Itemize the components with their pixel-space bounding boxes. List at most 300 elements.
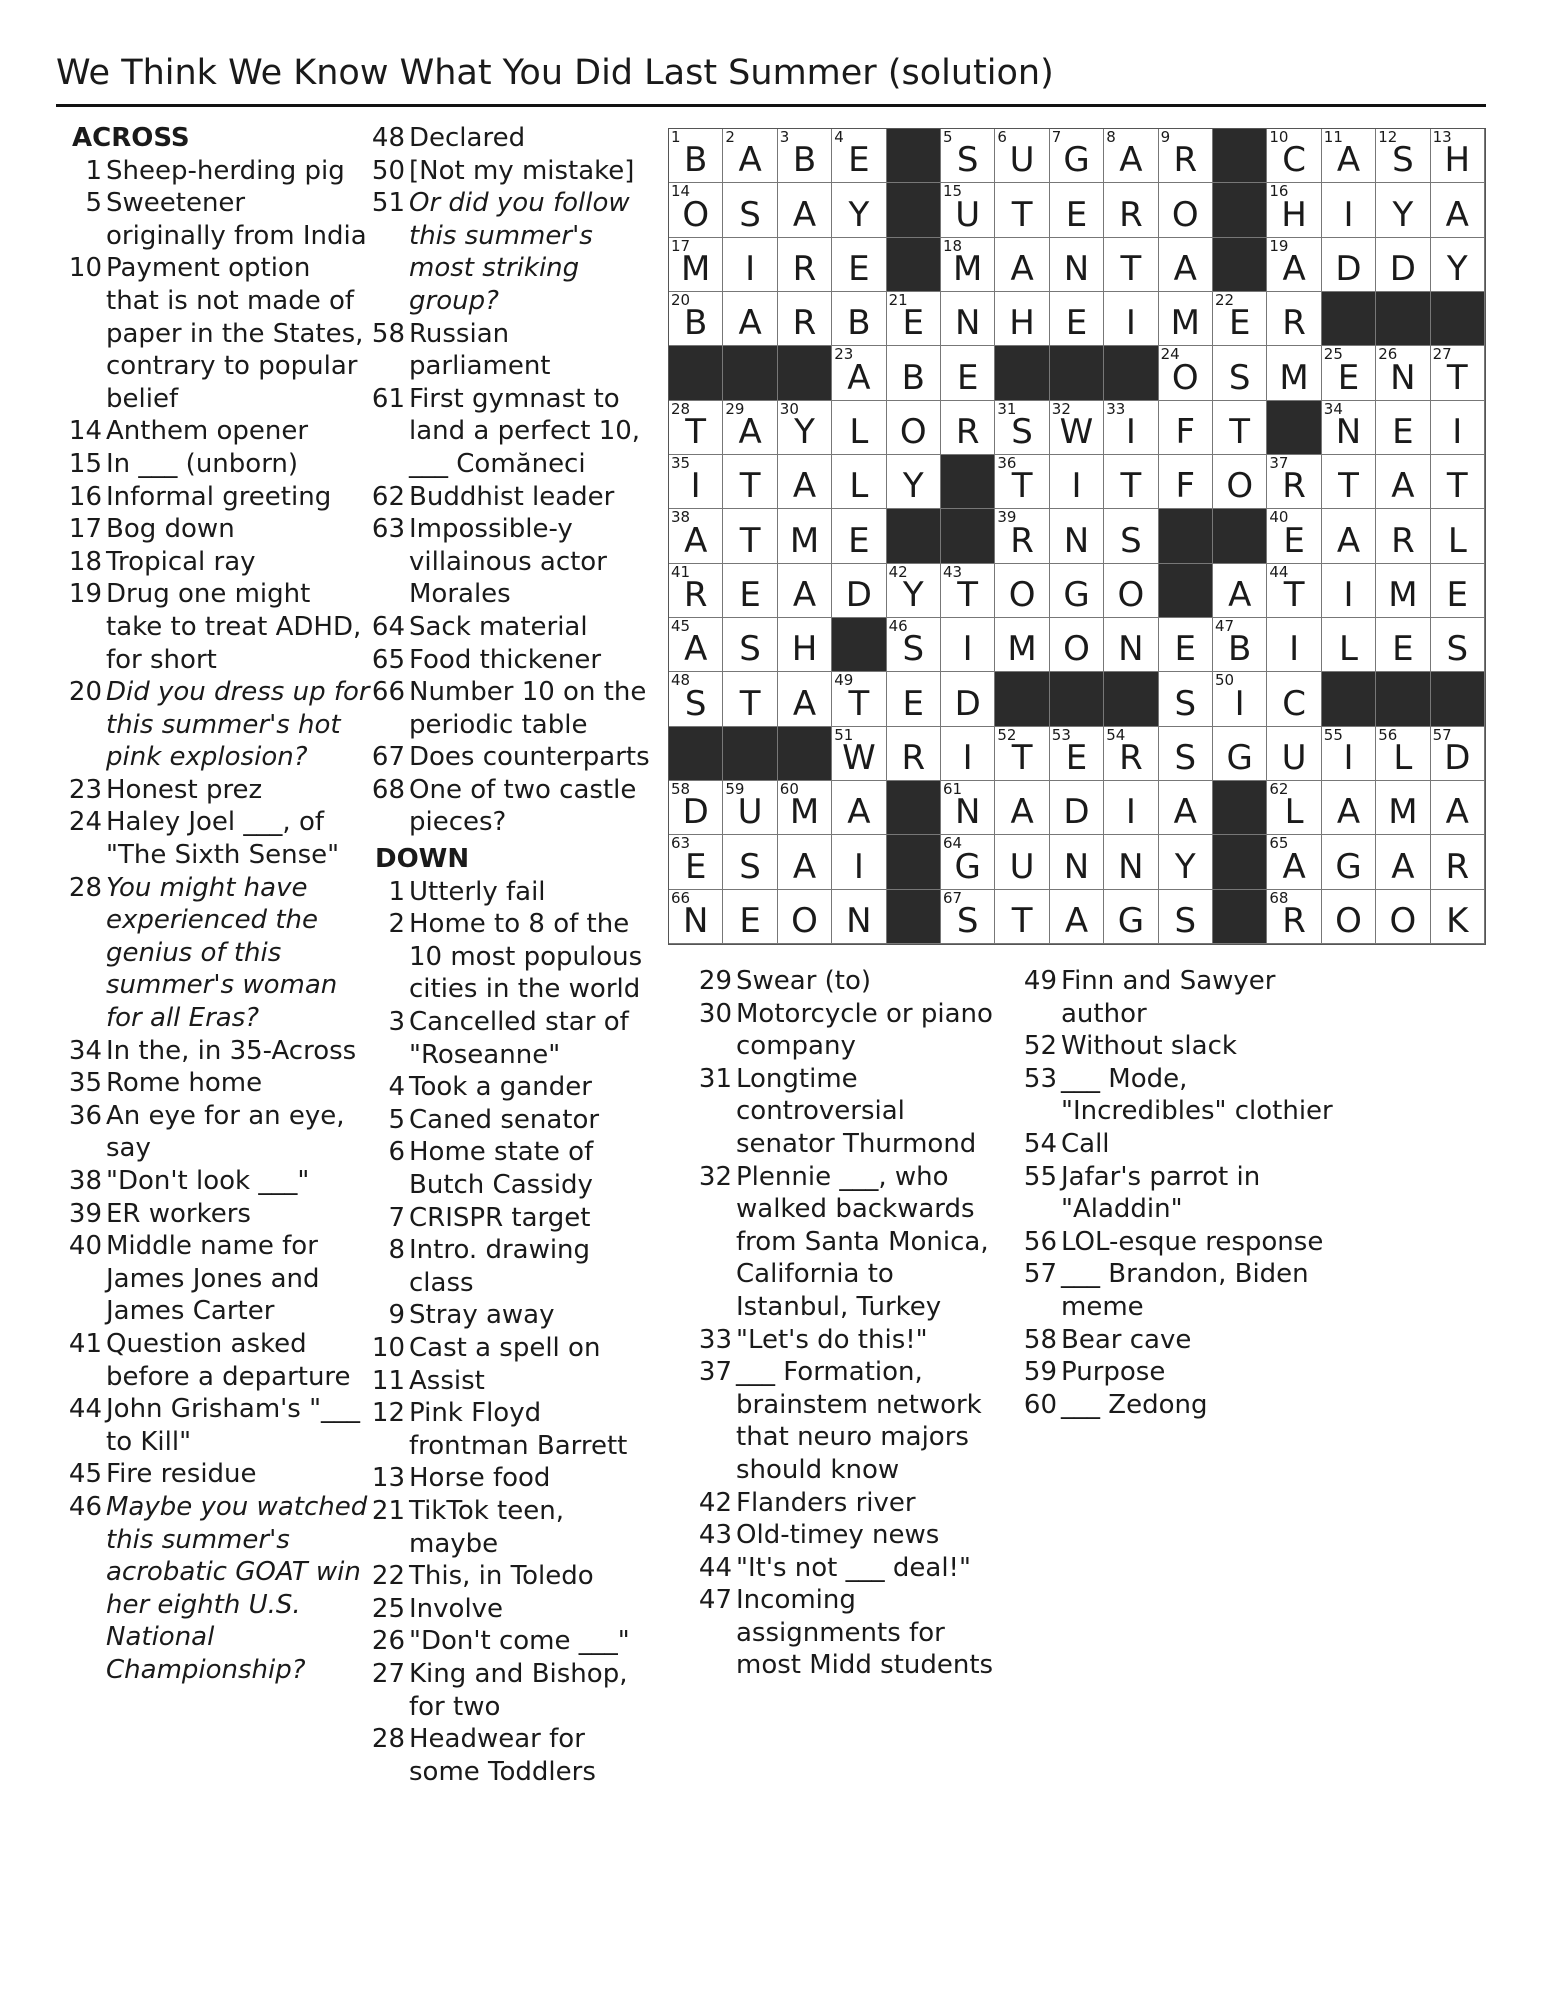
black-square	[1213, 238, 1267, 292]
grid-cell[interactable]	[832, 781, 886, 835]
grid-cell[interactable]	[1322, 346, 1376, 400]
clue-list	[363, 122, 653, 839]
page-title: We Think We Know What You Did Last Summer (solution)	[56, 53, 1054, 93]
cell-letter: D	[1063, 792, 1090, 833]
clue-text: Bear cave	[1061, 1324, 1192, 1355]
grid-cell[interactable]	[1159, 238, 1213, 292]
grid-cell[interactable]	[1050, 238, 1104, 292]
grid-cell[interactable]	[1322, 564, 1376, 618]
grid-cell[interactable]	[778, 129, 832, 183]
grid-cell[interactable]	[1213, 672, 1267, 726]
grid-cell[interactable]	[1104, 455, 1158, 509]
grid-cell[interactable]	[1376, 564, 1430, 618]
grid-cell[interactable]	[1376, 835, 1430, 889]
clue-text: Assist	[409, 1365, 485, 1396]
cell-number: 66	[671, 888, 691, 907]
grid-cell[interactable]	[1376, 346, 1430, 400]
grid-cell[interactable]	[669, 672, 723, 726]
clue-text: CRISPR target	[409, 1202, 591, 1233]
cell-letter: O	[1008, 574, 1036, 615]
grid-cell[interactable]	[1050, 129, 1104, 183]
clue-text: Pink Floyd frontman Barrett	[409, 1398, 628, 1461]
grid-cell[interactable]	[1431, 509, 1485, 563]
cell-letter: S	[739, 846, 761, 887]
grid-cell[interactable]	[1104, 238, 1158, 292]
grid-cell[interactable]	[778, 183, 832, 237]
grid-cell[interactable]	[1213, 564, 1267, 618]
grid-cell[interactable]	[995, 618, 1049, 672]
clue-number: 36	[68, 1100, 102, 1131]
grid-cell[interactable]	[1104, 781, 1158, 835]
cell-number: 1	[671, 128, 681, 146]
grid-cell[interactable]	[723, 238, 777, 292]
grid-cell[interactable]	[995, 238, 1049, 292]
grid-cell[interactable]	[1322, 618, 1376, 672]
grid-cell[interactable]	[941, 835, 995, 889]
cell-number: 32	[1051, 399, 1071, 418]
grid-cell[interactable]	[1322, 727, 1376, 781]
grid-cell[interactable]	[1159, 781, 1213, 835]
cell-letter: R	[792, 303, 817, 344]
grid-cell[interactable]	[1104, 835, 1158, 889]
cell-number: 36	[997, 453, 1017, 472]
grid-cell[interactable]	[941, 129, 995, 183]
grid-cell[interactable]	[1159, 346, 1213, 400]
grid-cell[interactable]	[1050, 455, 1104, 509]
grid-cell[interactable]	[778, 455, 832, 509]
clue-text: John Grisham's "___ to Kill"	[106, 1394, 361, 1457]
grid-cell[interactable]	[995, 781, 1049, 835]
grid-cell[interactable]	[995, 455, 1049, 509]
grid-cell[interactable]	[1431, 129, 1485, 183]
clue-number: 34	[68, 1035, 102, 1066]
grid-cell[interactable]	[1322, 129, 1376, 183]
grid-cell[interactable]	[1213, 727, 1267, 781]
cell-number: 50	[1215, 671, 1235, 690]
grid-cell[interactable]	[1050, 509, 1104, 563]
clue-text: ___ Formation, brainstem network that neuro majors should know	[736, 1357, 982, 1485]
grid-cell[interactable]	[669, 292, 723, 346]
cell-letter: H	[791, 629, 818, 670]
grid-cell[interactable]	[832, 727, 886, 781]
grid-cell[interactable]	[1050, 292, 1104, 346]
grid-cell[interactable]	[1104, 509, 1158, 563]
grid-cell[interactable]	[995, 129, 1049, 183]
clue-number: 5	[85, 188, 102, 219]
grid-cell[interactable]	[1213, 346, 1267, 400]
grid-cell[interactable]	[1050, 727, 1104, 781]
grid-cell[interactable]	[723, 401, 777, 455]
grid-cell[interactable]	[1376, 618, 1430, 672]
grid-cell[interactable]	[832, 672, 886, 726]
clue-col1-28	[60, 872, 370, 1035]
grid-cell[interactable]	[723, 509, 777, 563]
grid-cell[interactable]	[669, 890, 723, 944]
clue-text: Caned senator	[409, 1104, 600, 1135]
grid-cell[interactable]	[778, 890, 832, 944]
cell-letter: H	[1281, 194, 1307, 235]
clue-text: ER workers	[106, 1198, 251, 1229]
grid-cell[interactable]	[1267, 455, 1321, 509]
cell-number: 42	[888, 562, 908, 581]
grid-cell[interactable]	[669, 564, 723, 618]
grid-cell[interactable]	[1376, 183, 1430, 237]
grid-cell[interactable]	[1322, 401, 1376, 455]
grid-cell[interactable]	[1104, 890, 1158, 944]
grid-cell[interactable]	[887, 401, 941, 455]
cell-number: 44	[1269, 562, 1289, 581]
grid-cell[interactable]	[1159, 890, 1213, 944]
clue-number: 17	[68, 514, 102, 545]
grid-cell[interactable]	[723, 292, 777, 346]
grid-cell[interactable]	[941, 183, 995, 237]
grid-cell[interactable]	[887, 727, 941, 781]
cell-letter: D	[1389, 248, 1416, 289]
grid-cell[interactable]	[1050, 401, 1104, 455]
grid-cell[interactable]	[778, 401, 832, 455]
cell-letter: N	[1118, 629, 1144, 670]
grid-cell[interactable]	[723, 672, 777, 726]
clue-text: Jafar's parrot in "Aladdin"	[1061, 1161, 1261, 1225]
clue-column-1	[60, 122, 370, 1687]
cell-letter: B	[684, 140, 708, 181]
grid-cell[interactable]	[1104, 618, 1158, 672]
grid-cell[interactable]	[1267, 238, 1321, 292]
grid-cell[interactable]	[941, 292, 995, 346]
grid-cell[interactable]	[1322, 890, 1376, 944]
grid-cell[interactable]	[669, 618, 723, 672]
grid-cell[interactable]	[723, 455, 777, 509]
cell-number: 56	[1378, 725, 1398, 744]
grid-cell[interactable]	[1104, 727, 1158, 781]
cell-letter: W	[842, 737, 876, 778]
grid-cell[interactable]	[1050, 890, 1104, 944]
cell-letter: A	[1064, 900, 1089, 941]
clue-number: 45	[68, 1459, 102, 1490]
grid-cell[interactable]	[669, 183, 723, 237]
cell-letter: T	[685, 411, 707, 452]
grid-cell[interactable]	[723, 564, 777, 618]
grid-cell[interactable]	[1267, 509, 1321, 563]
grid-cell[interactable]	[1159, 401, 1213, 455]
clue-text: Motorcycle or piano company	[736, 998, 993, 1062]
grid-cell[interactable]	[1213, 401, 1267, 455]
clue-number: 64	[371, 611, 405, 642]
grid-cell[interactable]	[1159, 129, 1213, 183]
grid-cell[interactable]	[669, 238, 723, 292]
grid-cell[interactable]	[1104, 564, 1158, 618]
grid-cell[interactable]	[1213, 292, 1267, 346]
black-square	[832, 618, 886, 672]
cell-number: 53	[1051, 725, 1071, 744]
cell-number: 67	[943, 888, 963, 907]
grid-cell[interactable]	[1050, 564, 1104, 618]
grid-cell[interactable]	[941, 781, 995, 835]
grid-cell[interactable]	[832, 401, 886, 455]
grid-cell[interactable]	[995, 890, 1049, 944]
cell-number: 33	[1106, 399, 1126, 418]
grid-cell[interactable]	[669, 401, 723, 455]
grid-cell[interactable]	[778, 618, 832, 672]
grid-cell[interactable]	[778, 672, 832, 726]
grid-cell[interactable]	[941, 346, 995, 400]
clue-number: 67	[371, 742, 405, 773]
grid-cell[interactable]	[995, 401, 1049, 455]
clue-text: Honest prez	[106, 774, 263, 805]
grid-cell[interactable]	[669, 509, 723, 563]
grid-cell[interactable]	[1431, 890, 1485, 944]
grid-cell[interactable]	[723, 781, 777, 835]
grid-cell[interactable]	[1267, 890, 1321, 944]
grid-cell[interactable]	[778, 835, 832, 889]
grid-cell[interactable]	[941, 238, 995, 292]
cell-letter: R	[1173, 140, 1198, 181]
grid-cell[interactable]	[1050, 781, 1104, 835]
cell-letter: T	[739, 520, 761, 561]
grid-cell[interactable]	[1376, 781, 1430, 835]
cell-number: 35	[671, 453, 691, 472]
grid-cell[interactable]	[832, 346, 886, 400]
cell-number: 4	[834, 128, 844, 146]
grid-cell[interactable]	[778, 781, 832, 835]
black-square	[1267, 401, 1321, 455]
clue-text: Russian parliament	[409, 318, 551, 382]
grid-cell[interactable]	[1322, 183, 1376, 237]
grid-cell[interactable]	[832, 238, 886, 292]
grid-cell[interactable]	[1267, 781, 1321, 835]
clue-number: 35	[68, 1068, 102, 1099]
grid-cell[interactable]	[1322, 781, 1376, 835]
grid-cell[interactable]	[1050, 183, 1104, 237]
cell-letter: A	[738, 411, 762, 452]
grid-cell[interactable]	[1267, 618, 1321, 672]
grid-cell[interactable]	[1431, 564, 1485, 618]
grid-cell[interactable]	[887, 292, 941, 346]
cell-number: 17	[671, 236, 691, 255]
grid-cell[interactable]	[832, 509, 886, 563]
grid-cell[interactable]	[669, 835, 723, 889]
cell-letter: S	[1011, 411, 1033, 452]
grid-cell[interactable]	[832, 890, 886, 944]
grid-cell[interactable]	[1159, 292, 1213, 346]
grid-cell[interactable]	[669, 781, 723, 835]
grid-cell[interactable]	[1376, 238, 1430, 292]
grid-cell[interactable]	[1376, 509, 1430, 563]
grid-cell[interactable]	[1431, 835, 1485, 889]
clue-text: Does counterparts	[409, 742, 650, 773]
clue-text: Flanders river	[736, 1487, 916, 1518]
grid-cell[interactable]	[1376, 129, 1430, 183]
grid-cell[interactable]	[1267, 672, 1321, 726]
cell-number: 18	[943, 236, 963, 255]
grid-cell[interactable]	[1159, 455, 1213, 509]
cell-letter: Y	[902, 466, 924, 507]
cell-letter: I	[1289, 629, 1300, 670]
cell-letter: R	[1010, 520, 1034, 561]
grid-cell[interactable]	[995, 183, 1049, 237]
grid-cell[interactable]	[941, 890, 995, 944]
cell-letter: A	[1173, 792, 1197, 833]
grid-cell[interactable]	[1159, 183, 1213, 237]
grid-cell[interactable]	[1267, 292, 1321, 346]
clue-text: This, in Toledo	[409, 1561, 594, 1592]
grid-cell[interactable]	[941, 564, 995, 618]
grid-cell[interactable]	[995, 292, 1049, 346]
grid-cell[interactable]	[1431, 401, 1485, 455]
grid-cell[interactable]	[1376, 455, 1430, 509]
clue-number: 30	[698, 998, 732, 1029]
grid-cell[interactable]	[1267, 346, 1321, 400]
grid-cell[interactable]	[1050, 618, 1104, 672]
cell-letter: R	[901, 737, 926, 778]
cell-letter: M	[789, 520, 820, 561]
grid-cell[interactable]	[669, 455, 723, 509]
cell-letter: T	[1120, 248, 1142, 289]
grid-cell[interactable]	[723, 129, 777, 183]
cell-letter: A	[684, 520, 708, 561]
grid-cell[interactable]	[1267, 564, 1321, 618]
clue-number: 60	[1023, 1389, 1057, 1420]
cell-number: 63	[671, 834, 691, 853]
grid-cell[interactable]	[778, 509, 832, 563]
grid-cell[interactable]	[995, 509, 1049, 563]
grid-cell[interactable]	[995, 564, 1049, 618]
grid-cell[interactable]	[1322, 455, 1376, 509]
grid-cell[interactable]	[723, 890, 777, 944]
grid-cell[interactable]	[1431, 727, 1485, 781]
cell-letter: T	[1011, 194, 1033, 235]
grid-cell[interactable]	[1322, 509, 1376, 563]
grid-cell[interactable]	[1159, 835, 1213, 889]
grid-cell[interactable]	[832, 835, 886, 889]
grid-cell[interactable]	[887, 455, 941, 509]
grid-cell[interactable]	[941, 618, 995, 672]
grid-cell[interactable]	[723, 183, 777, 237]
grid-cell[interactable]	[1213, 618, 1267, 672]
clue-col3-32	[690, 1161, 1000, 1324]
clue-number: 39	[68, 1198, 102, 1229]
grid-cell[interactable]	[1104, 292, 1158, 346]
cell-number: 5	[943, 128, 953, 146]
cell-letter: L	[1284, 792, 1304, 833]
grid-cell[interactable]	[778, 238, 832, 292]
grid-cell[interactable]	[995, 727, 1049, 781]
clue-text: Horse food	[409, 1463, 551, 1494]
clue-col3-29	[690, 965, 1000, 998]
cell-letter: I	[745, 248, 756, 289]
clue-text: Intro. drawing class	[409, 1235, 591, 1298]
cell-letter: U	[1009, 140, 1035, 181]
grid-cell[interactable]	[1431, 781, 1485, 835]
clue-col1-40	[60, 1230, 370, 1328]
grid-cell[interactable]	[723, 618, 777, 672]
cell-letter: M	[681, 248, 711, 289]
cell-number: 58	[671, 779, 691, 798]
grid-cell[interactable]	[887, 564, 941, 618]
grid-cell[interactable]	[1376, 727, 1430, 781]
grid-cell[interactable]	[1104, 129, 1158, 183]
grid-cell[interactable]	[941, 401, 995, 455]
grid-cell[interactable]	[1431, 346, 1485, 400]
clue-number: 51	[371, 188, 405, 219]
grid-cell[interactable]	[887, 672, 941, 726]
grid-cell[interactable]	[941, 727, 995, 781]
clue-col2-across-51	[363, 187, 653, 317]
clue-col1-10	[60, 252, 370, 415]
cell-letter: B	[901, 357, 925, 398]
grid-cell[interactable]	[941, 672, 995, 726]
cell-letter: E	[739, 574, 761, 615]
cell-letter: A	[1228, 574, 1252, 615]
grid-cell[interactable]	[1267, 183, 1321, 237]
grid-cell[interactable]	[887, 618, 941, 672]
clue-column-2	[363, 122, 653, 1788]
clue-col2-across-48	[363, 122, 653, 155]
grid-cell[interactable]	[1322, 238, 1376, 292]
grid-cell[interactable]	[1104, 401, 1158, 455]
black-square	[1322, 672, 1376, 726]
grid-cell[interactable]	[1267, 129, 1321, 183]
grid-cell[interactable]	[1431, 238, 1485, 292]
clue-number: 42	[698, 1487, 732, 1518]
cell-letter: R	[1445, 846, 1470, 887]
cell-letter: Y	[794, 411, 815, 452]
cell-letter: C	[1282, 140, 1306, 181]
black-square	[1159, 564, 1213, 618]
cell-number: 11	[1323, 128, 1343, 146]
cell-letter: M	[1388, 574, 1418, 615]
grid-cell[interactable]	[1431, 455, 1485, 509]
clue-text: Sheep-herding pig	[106, 155, 345, 186]
grid-cell[interactable]	[1376, 890, 1430, 944]
grid-cell[interactable]	[832, 183, 886, 237]
grid-cell[interactable]	[1104, 183, 1158, 237]
cell-number: 21	[888, 290, 908, 309]
grid-cell[interactable]	[1267, 727, 1321, 781]
cell-letter: E	[1392, 629, 1414, 670]
clue-number: 48	[371, 123, 405, 153]
clue-text: ___ Brandon, Biden meme	[1061, 1259, 1309, 1322]
grid-cell[interactable]	[1431, 618, 1485, 672]
grid-cell[interactable]	[1159, 727, 1213, 781]
grid-cell[interactable]	[887, 346, 941, 400]
grid-cell[interactable]	[832, 129, 886, 183]
grid-cell[interactable]	[1050, 835, 1104, 889]
grid-cell[interactable]	[832, 564, 886, 618]
grid-cell[interactable]	[1431, 183, 1485, 237]
grid-cell[interactable]	[1322, 835, 1376, 889]
cell-number: 48	[671, 671, 691, 690]
grid-cell[interactable]	[723, 835, 777, 889]
grid-cell[interactable]	[1159, 672, 1213, 726]
cell-number: 40	[1269, 508, 1289, 527]
grid-cell[interactable]	[778, 292, 832, 346]
grid-cell[interactable]	[995, 835, 1049, 889]
grid-cell[interactable]	[669, 129, 723, 183]
clue-text: Home state of Butch Cassidy	[409, 1137, 594, 1200]
grid-cell[interactable]	[778, 564, 832, 618]
grid-cell[interactable]	[1267, 835, 1321, 889]
clue-col1-38	[60, 1165, 370, 1198]
grid-cell[interactable]	[832, 455, 886, 509]
cell-letter: E	[956, 357, 979, 398]
clue-col4-55	[1015, 1161, 1335, 1226]
grid-cell[interactable]	[832, 292, 886, 346]
grid-cell[interactable]	[1159, 618, 1213, 672]
grid-cell[interactable]	[1213, 455, 1267, 509]
cell-letter: A	[1010, 792, 1034, 833]
grid-cell[interactable]	[1376, 401, 1430, 455]
